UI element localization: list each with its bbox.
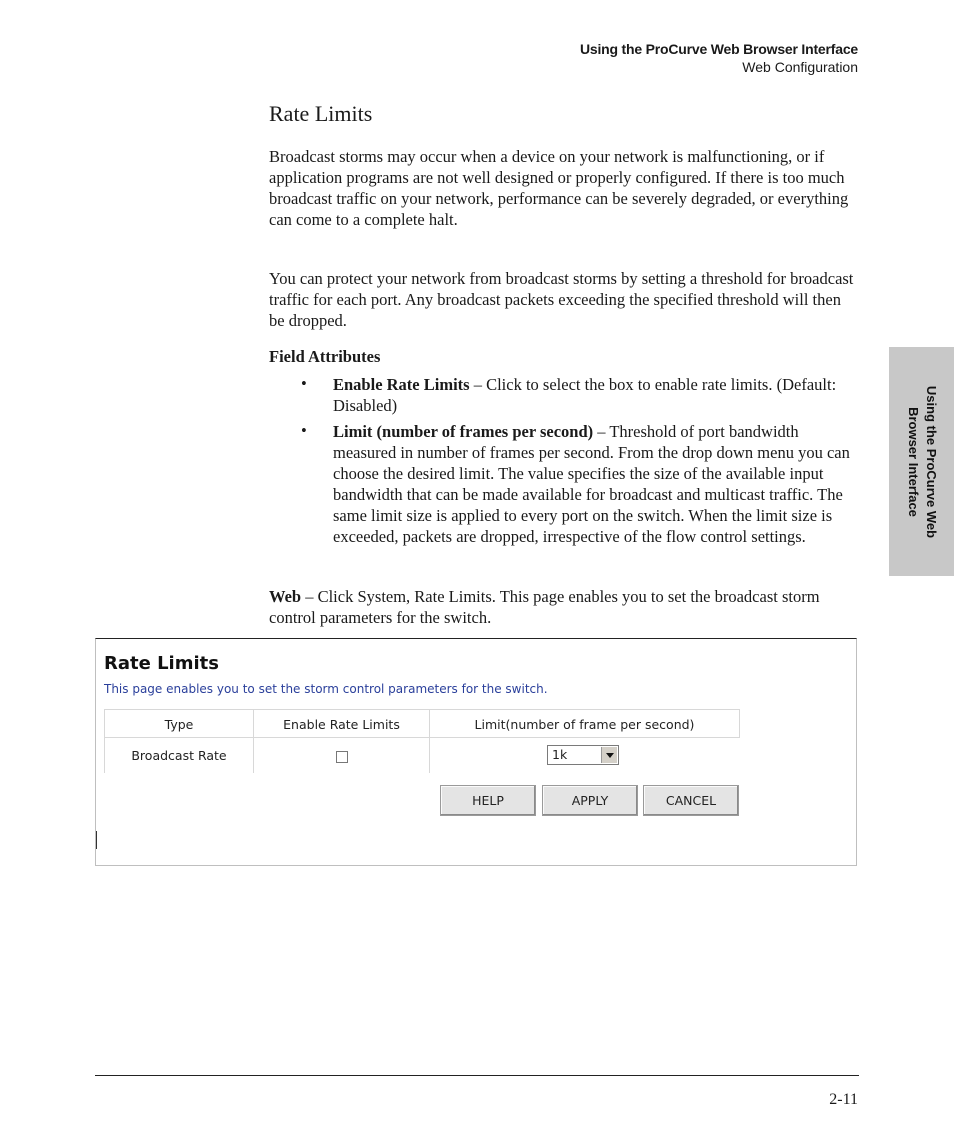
web-instructions (269, 586, 859, 628)
text-cursor (96, 831, 97, 849)
rate-limits-screenshot (95, 638, 857, 866)
limit-select[interactable] (547, 745, 619, 765)
bullet-enable-rate-limits (333, 374, 859, 416)
protection-paragraph: You can protect your network from broadcast storms by setting a threshold for broadcast traffic for each port. Any broadcast packets exceeding the specified threshold will then be dropped. (269, 269, 854, 330)
rate-limits-table (104, 709, 740, 775)
intro-paragraph: Broadcast storms may occur when a device on your network is malfunctioning, or if application programs are not well designed or properly configured. If there is too much broadcast traffic on your network, performance can be severely degraded, or everything can come to a complete halt. (269, 147, 849, 229)
cancel-button[interactable]: CANCEL (643, 785, 739, 816)
side-tab-line-2: Browser Interface (905, 406, 921, 517)
bullet-marker: • (301, 374, 307, 393)
bullet-marker: • (301, 421, 307, 440)
web-text: – Click System, Rate Limits. This page enables you to set the broadcast storm control parameters for the switch. (269, 587, 820, 627)
row-type-cell: Broadcast Rate (104, 738, 254, 773)
running-header-subtitle: Web Configuration (742, 59, 858, 75)
section-title: Rate Limits (269, 101, 373, 126)
bullet-limit (333, 421, 859, 547)
bullet-term: Enable Rate Limits (333, 375, 470, 394)
running-header-title: Using the ProCurve Web Browser Interface (579, 41, 858, 57)
screenshot-title: Rate Limits (104, 653, 219, 674)
help-button[interactable]: HELP (440, 785, 536, 816)
bullet-text: – Threshold of port bandwidth measured in number of frames per second. From the drop down menu you can choose the desired limit. The value specifies the size of the available input bandwidth that can be made available for broadcast and multicast traffic. The same limit size is applied to every port on the switch. When the limit size is exceeded, packets are dropped, irrespective of the flow control settings. (333, 422, 850, 546)
footer-rule (95, 1075, 859, 1076)
screenshot-description: This page enables you to set the storm control parameters for the switch. (104, 682, 548, 696)
chapter-side-tab-label (904, 347, 940, 576)
chevron-down-icon[interactable] (601, 747, 617, 763)
enable-rate-limits-checkbox[interactable] (336, 751, 348, 763)
field-attributes-heading: Field Attributes (269, 347, 381, 366)
row-enable-cell (254, 738, 430, 773)
column-header-type: Type (104, 709, 254, 738)
limit-select-value: 1k (552, 747, 568, 762)
apply-button[interactable]: APPLY (542, 785, 638, 816)
row-limit-cell (430, 738, 740, 773)
web-term: Web (269, 587, 302, 606)
side-tab-line-1: Using the ProCurve Web (923, 385, 939, 538)
bullet-text: – Click to select the box to enable rate limits. (Default: Disabled) (333, 375, 837, 415)
column-header-limit: Limit(number of frame per second) (430, 709, 740, 738)
column-header-enable: Enable Rate Limits (254, 709, 430, 738)
bullet-term: Limit (number of frames per second) (333, 422, 594, 441)
page-number: 2-11 (829, 1091, 858, 1108)
chapter-side-tab (889, 347, 954, 576)
